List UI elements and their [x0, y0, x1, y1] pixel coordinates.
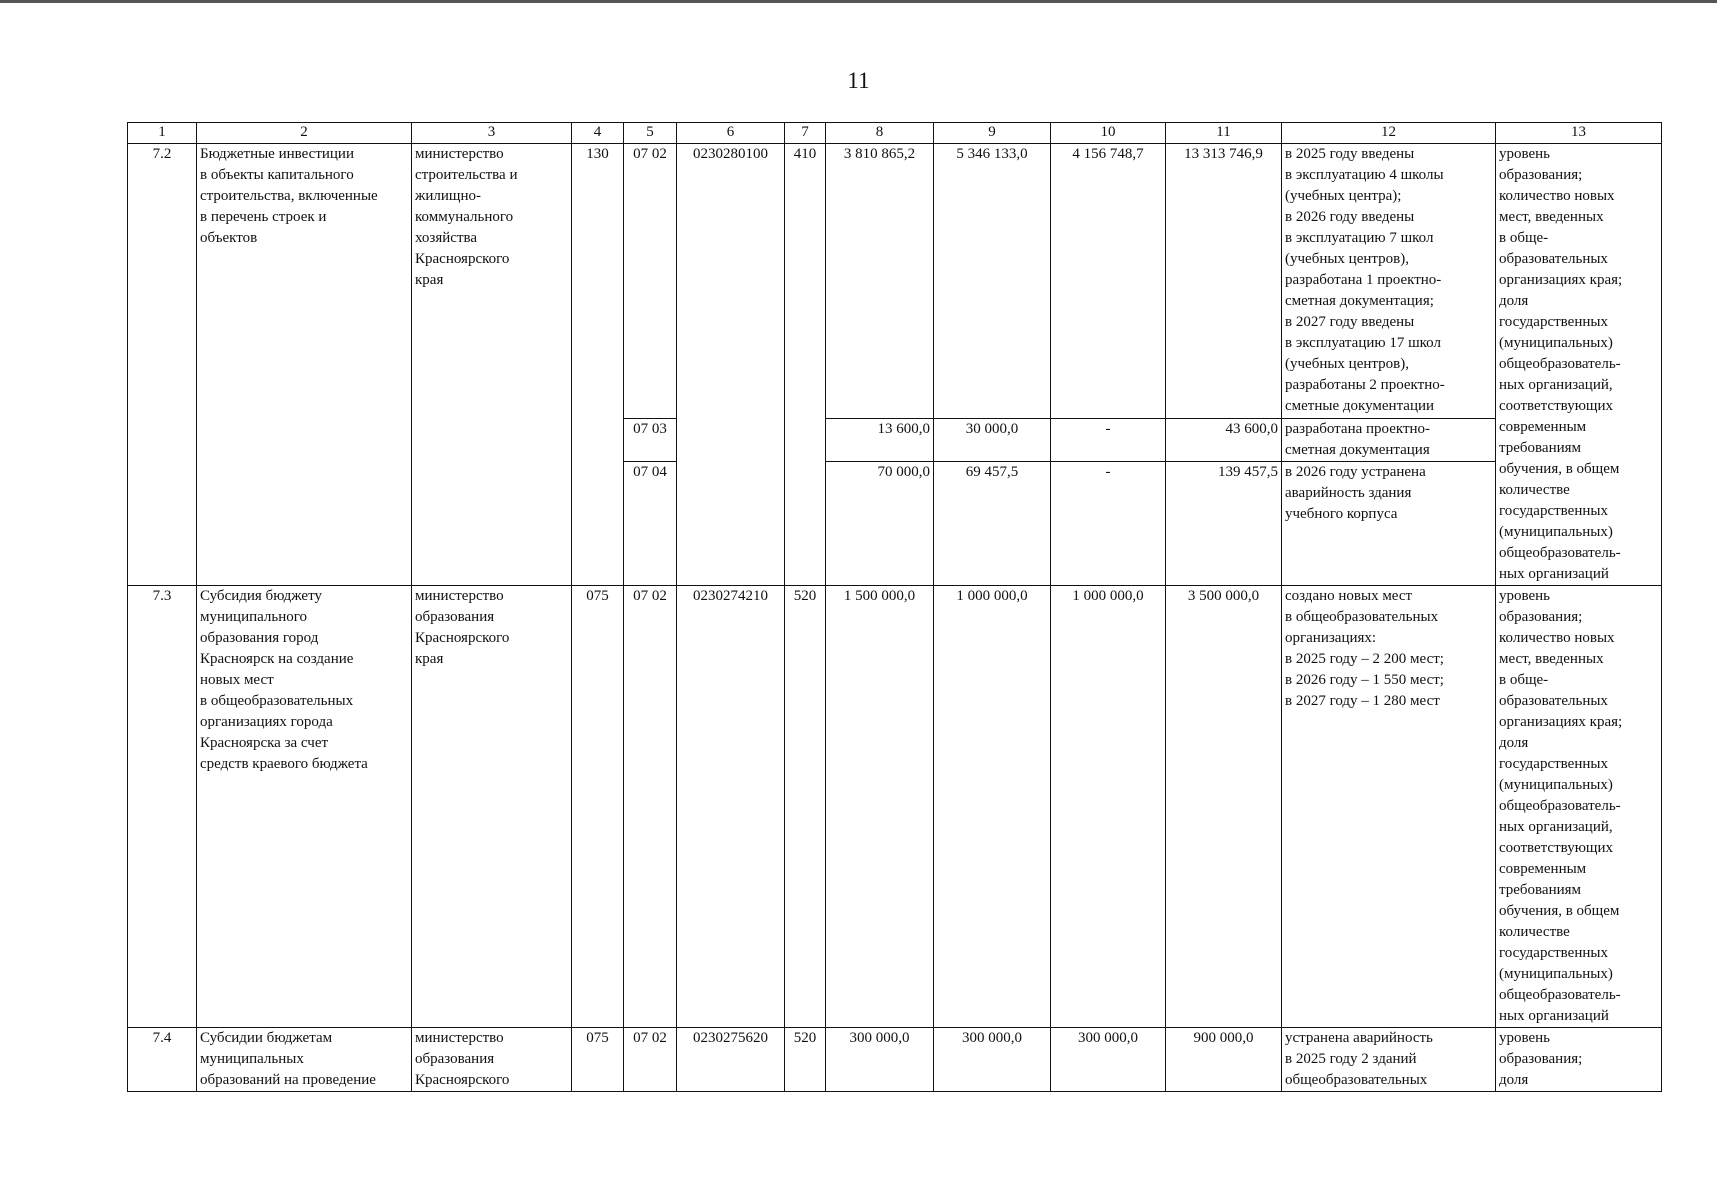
- column-header: 12: [1282, 123, 1496, 144]
- column-header: 5: [624, 123, 677, 144]
- column-header: 8: [826, 123, 934, 144]
- column-header-row: [128, 123, 1662, 144]
- amount-2026: 69 457,5: [934, 461, 1051, 585]
- csr-code: 0230274210: [677, 586, 785, 1028]
- vr-code: 520: [785, 1028, 826, 1092]
- measure-name: Бюджетные инвестиции в объекты капитального строительства, включенные в перечень строек и объектов: [197, 144, 412, 586]
- expected-result: в 2025 году введены в эксплуатацию 4 школы (учебных центра); в 2026 году введены в эксплуатацию 7 школ (учебных центров), разработана 1 проектно- сметная документация; в 2027 году введены в эксплуатацию 17 школ (учебных центров), разработаны 2 проектно- сметные документации: [1282, 144, 1496, 419]
- measure-name: Субсидия бюджету муниципального образования город Красноярск на создание новых мест в общеобразовательных организациях города Красноярска за счет средств краевого бюджета: [197, 586, 412, 1028]
- page-number: 11: [847, 68, 870, 93]
- executor: министерство образования Красноярского края: [412, 586, 572, 1028]
- amount-2025: 13 600,0: [826, 418, 934, 461]
- expected-result: создано новых мест в общеобразовательных организациях: в 2025 году – 2 200 мест; в 2026 году – 1 550 мест; в 2027 году – 1 280 мест: [1282, 586, 1496, 1028]
- expected-result: устранена аварийность в 2025 году 2 зданий общеобразовательных: [1282, 1028, 1496, 1092]
- page-top-border: [0, 0, 1717, 3]
- amount-2027: 1 000 000,0: [1051, 586, 1166, 1028]
- column-header: 2: [197, 123, 412, 144]
- amount-total: 139 457,5: [1166, 461, 1282, 585]
- row-number: 7.3: [128, 586, 197, 1028]
- executor: министерство строительства и жилищно- коммунального хозяйства Красноярского края: [412, 144, 572, 586]
- expected-result: в 2026 году устранена аварийность здания учебного корпуса: [1282, 461, 1496, 585]
- column-header: 11: [1166, 123, 1282, 144]
- grbs-code: 075: [572, 586, 624, 1028]
- amount-2027: 300 000,0: [1051, 1028, 1166, 1092]
- amount-2027: -: [1051, 418, 1166, 461]
- table-row: [128, 144, 1662, 419]
- amount-total: 3 500 000,0: [1166, 586, 1282, 1028]
- measure-name: Субсидии бюджетам муниципальных образований на проведение: [197, 1028, 412, 1092]
- column-header: 6: [677, 123, 785, 144]
- table-row: [128, 586, 1662, 1028]
- amount-2025: 70 000,0: [826, 461, 934, 585]
- indicator: уровень образования; количество новых мест, введенных в обще- образовательных организациях края; доля государственных (муниципальных) общеобразователь- ных организаций, соответствующих современным требованиям обучения, в общем количестве государственных (муниципальных) общеобразователь- ных организаций: [1496, 144, 1662, 586]
- expected-result: разработана проектно- сметная документация: [1282, 418, 1496, 461]
- column-header: 10: [1051, 123, 1166, 144]
- rzpr-code: 07 02: [624, 144, 677, 419]
- column-header: 7: [785, 123, 826, 144]
- row-number: 7.4: [128, 1028, 197, 1092]
- column-header: 4: [572, 123, 624, 144]
- column-header: 3: [412, 123, 572, 144]
- indicator: уровень образования; количество новых мест, введенных в обще- образовательных организациях края; доля государственных (муниципальных) общеобразователь- ных организаций, соответствующих современным требованиям обучения, в общем количестве государственных (муниципальных) общеобразователь- ных организаций: [1496, 586, 1662, 1028]
- amount-2027: 4 156 748,7: [1051, 144, 1166, 419]
- vr-code: 520: [785, 586, 826, 1028]
- rzpr-code: 07 02: [624, 586, 677, 1028]
- rzpr-code: 07 04: [624, 461, 677, 585]
- table-row: [128, 1028, 1662, 1092]
- vr-code: 410: [785, 144, 826, 586]
- amount-total: 43 600,0: [1166, 418, 1282, 461]
- csr-code: 0230280100: [677, 144, 785, 586]
- amount-total: 13 313 746,9: [1166, 144, 1282, 419]
- column-header: 1: [128, 123, 197, 144]
- amount-2025: 3 810 865,2: [826, 144, 934, 419]
- indicator: уровень образования; доля: [1496, 1028, 1662, 1092]
- amount-2026: 30 000,0: [934, 418, 1051, 461]
- column-header: 13: [1496, 123, 1662, 144]
- amount-2025: 1 500 000,0: [826, 586, 934, 1028]
- grbs-code: 130: [572, 144, 624, 586]
- csr-code: 0230275620: [677, 1028, 785, 1092]
- amount-2025: 300 000,0: [826, 1028, 934, 1092]
- executor: министерство образования Красноярского: [412, 1028, 572, 1092]
- amount-total: 900 000,0: [1166, 1028, 1282, 1092]
- column-header: 9: [934, 123, 1051, 144]
- rzpr-code: 07 03: [624, 418, 677, 461]
- amount-2026: 5 346 133,0: [934, 144, 1051, 419]
- grbs-code: 075: [572, 1028, 624, 1092]
- budget-table: [127, 122, 1662, 1092]
- row-number: 7.2: [128, 144, 197, 586]
- amount-2026: 300 000,0: [934, 1028, 1051, 1092]
- amount-2026: 1 000 000,0: [934, 586, 1051, 1028]
- amount-2027: -: [1051, 461, 1166, 585]
- rzpr-code: 07 02: [624, 1028, 677, 1092]
